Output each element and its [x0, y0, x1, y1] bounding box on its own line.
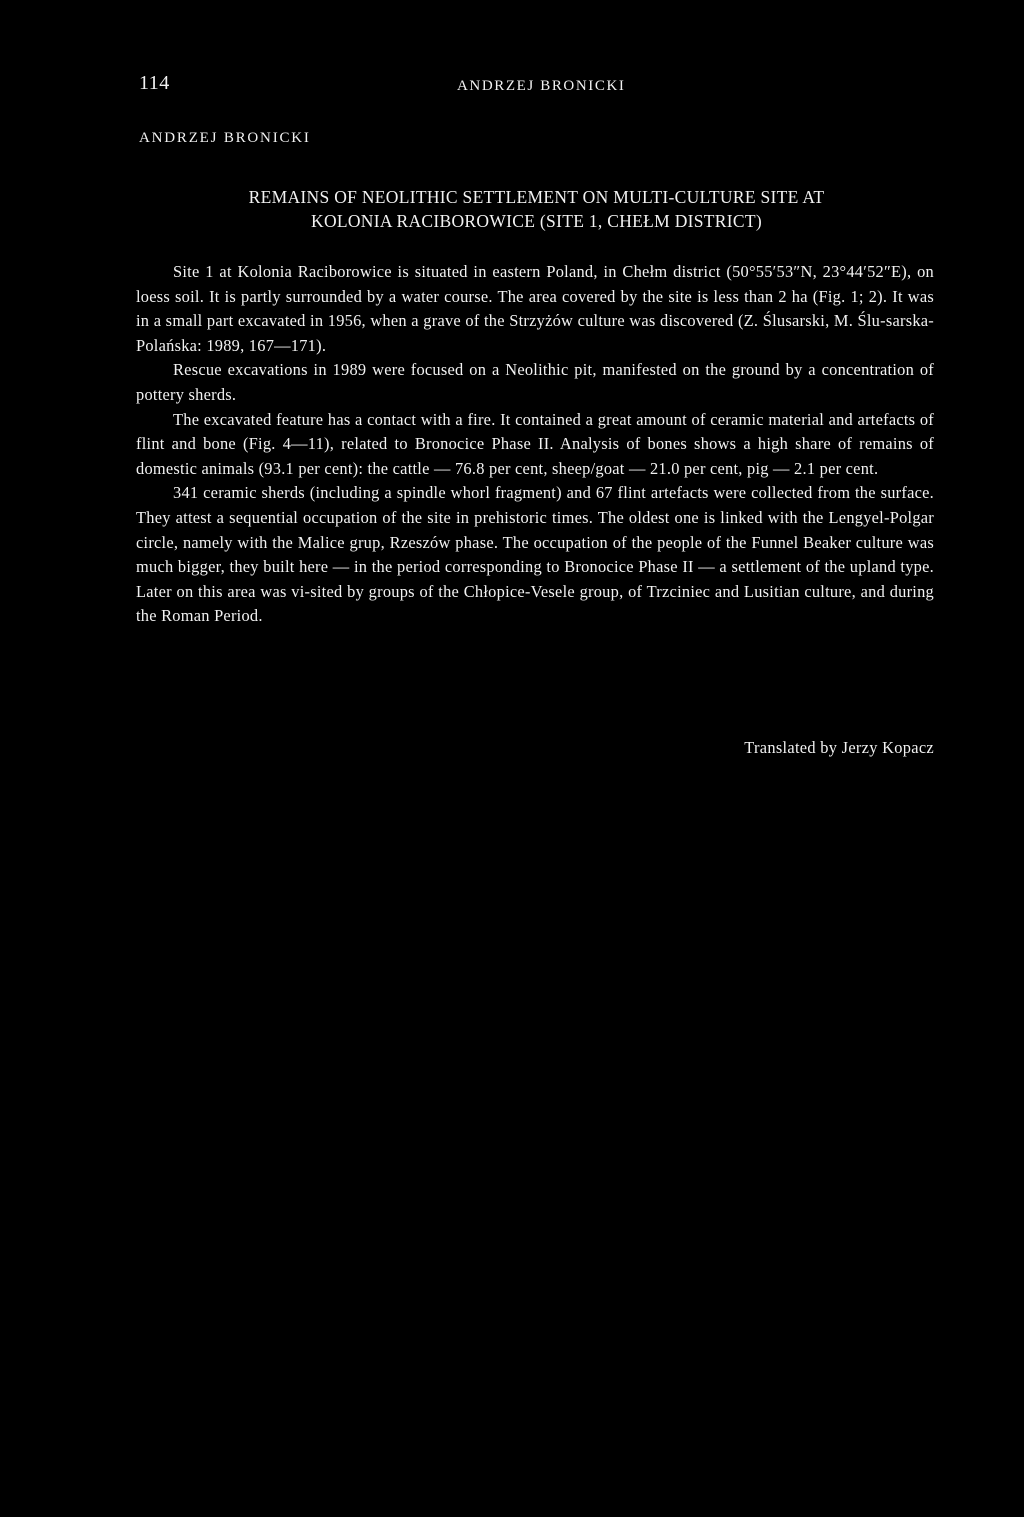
running-head-author: ANDRZEJ BRONICKI: [457, 78, 626, 94]
running-head: [139, 72, 934, 102]
article-body: [136, 260, 934, 629]
article-author: ANDRZEJ BRONICKI: [139, 130, 311, 146]
translator-credit: Translated by Jerzy Kopacz: [744, 738, 934, 757]
paragraph: The excavated feature has a contact with a fire. It contained a great amount of ceramic material and artefacts of flint and bone (Fig. 4—11), related to Bronocice Phase II. Analysis of bones shows a high share of remains of domestic animals (93.1 per cent): the cattle — 76.8 per cent, sheep/goat — 21.0 per cent, pig — 2.1 per cent.: [136, 409, 934, 478]
title-line: REMAINS OF NEOLITHIC SETTLEMENT ON MULTI-CULTURE SITE AT: [248, 187, 825, 207]
page-number: 114: [139, 72, 170, 94]
title-line: KOLONIA RACIBOROWICE (SITE 1, CHEŁM DISTRICT): [311, 211, 762, 231]
paragraph: Rescue excavations in 1989 were focused on a Neolithic pit, manifested on the ground by a concentration of pottery sherds.: [136, 360, 934, 404]
article-title: [139, 185, 934, 233]
paragraph: 341 ceramic sherds (including a spindle whorl fragment) and 67 flint artefacts were collected from the surface. They attest a sequential occupation of the site in prehistoric times. The oldest one is linked with the Lengyel-Polgar circle, namely with the Malice grup, Rzeszów phase. The occupation of the people of the Funnel Beaker culture was much bigger, they built here — in the period corresponding to Bronocice Phase II — a settlement of the upland type. Later on this area was vi-sited by groups of the Chłopice-Vesele group, of Trzciniec and Lusitian culture, and during the Roman Period.: [136, 483, 934, 626]
paragraph: Site 1 at Kolonia Raciborowice is situated in eastern Poland, in Chełm district (50°55′53″N, 23°44′52″E), on loess soil. It is partly surrounded by a water course. The area covered by the site is less than 2 ha (Fig. 1; 2). It was in a small part excavated in 1956, when a grave of the Strzyżów culture was discovered (Z. Ślusarski, M. Ślu-sarska-Polańska: 1989, 167—171).: [136, 262, 934, 355]
